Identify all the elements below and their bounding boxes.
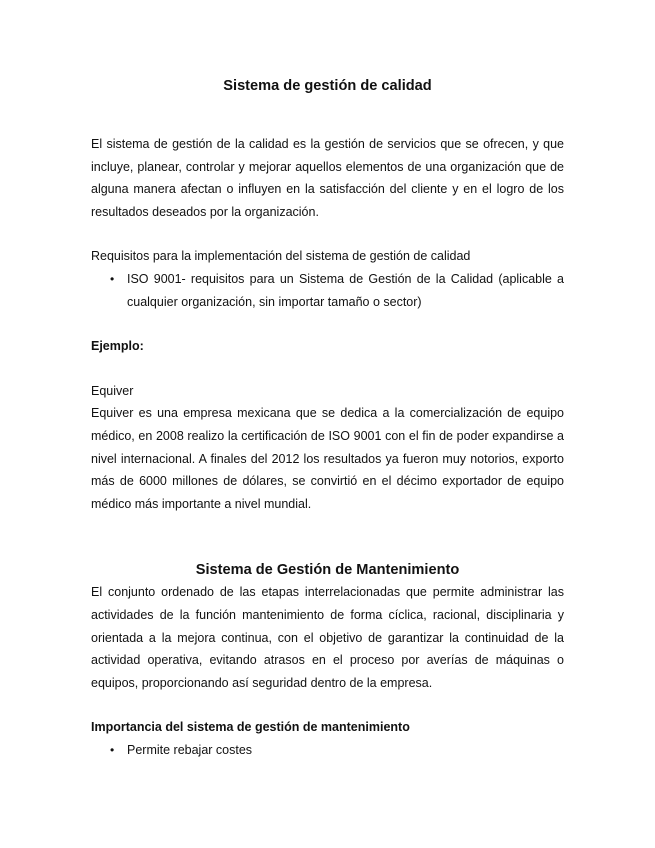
- requirements-heading: Requisitos para la implementación del sistema de gestión de calidad: [91, 249, 471, 264]
- maintenance-definition-paragraph: El conjunto ordenado de las etapas interrelacionadas que permite administrar las actividades de la función mantenimiento de forma cíclica, racional, disciplinaria y orientada a la mejora continua, con el objetivo de garantizar la continuidad de la actividad operativa, evitando atrasos en el proceso por averías de máquinas o equipos, proporcionando así seguridad dentro de la empresa.: [91, 585, 564, 690]
- bullet-icon: •: [110, 742, 115, 757]
- example-label: Ejemplo:: [91, 339, 144, 354]
- list-item-text: Permite rebajar costes: [127, 742, 253, 757]
- document-content: [91, 78, 564, 761]
- requirements-list: [91, 268, 564, 313]
- example-paragraph: Equiver es una empresa mexicana que se dedica a la comercialización de equipo médico, en 2008 realizo la certificación de ISO 9001 con el fin de poder expandirse a nivel internacional. A finales del 2012 los resultados ya fueron muy notorios, exporto más de 6000 millones de dólares, se convirtió en el décimo exportador de equipo médico más importante a nivel mundial.: [91, 406, 564, 511]
- section-title-quality: Sistema de gestión de calidad: [223, 78, 432, 94]
- example-company-name: Equiver: [91, 383, 134, 398]
- section-title-maintenance: Sistema de Gestión de Mantenimiento: [195, 562, 460, 579]
- importance-heading: Importancia del sistema de gestión de mantenimiento: [91, 720, 410, 735]
- list-item: [91, 739, 564, 762]
- list-item: [91, 268, 564, 313]
- quality-definition-paragraph: El sistema de gestión de la calidad es la gestión de servicios que se ofrecen, y que incluye, planear, controlar y mejorar aquellos elementos de una organización que de alguna manera afectan o influyen en la satisfacción del cliente y en el logro de los resultados deseados por la organización.: [91, 137, 564, 219]
- bullet-icon: •: [110, 271, 115, 286]
- list-item-text: ISO 9001- requisitos para un Sistema de Gestión de la Calidad (aplicable a cualquier organización, sin importar tamaño o sector): [127, 271, 564, 309]
- importance-list: [91, 739, 564, 762]
